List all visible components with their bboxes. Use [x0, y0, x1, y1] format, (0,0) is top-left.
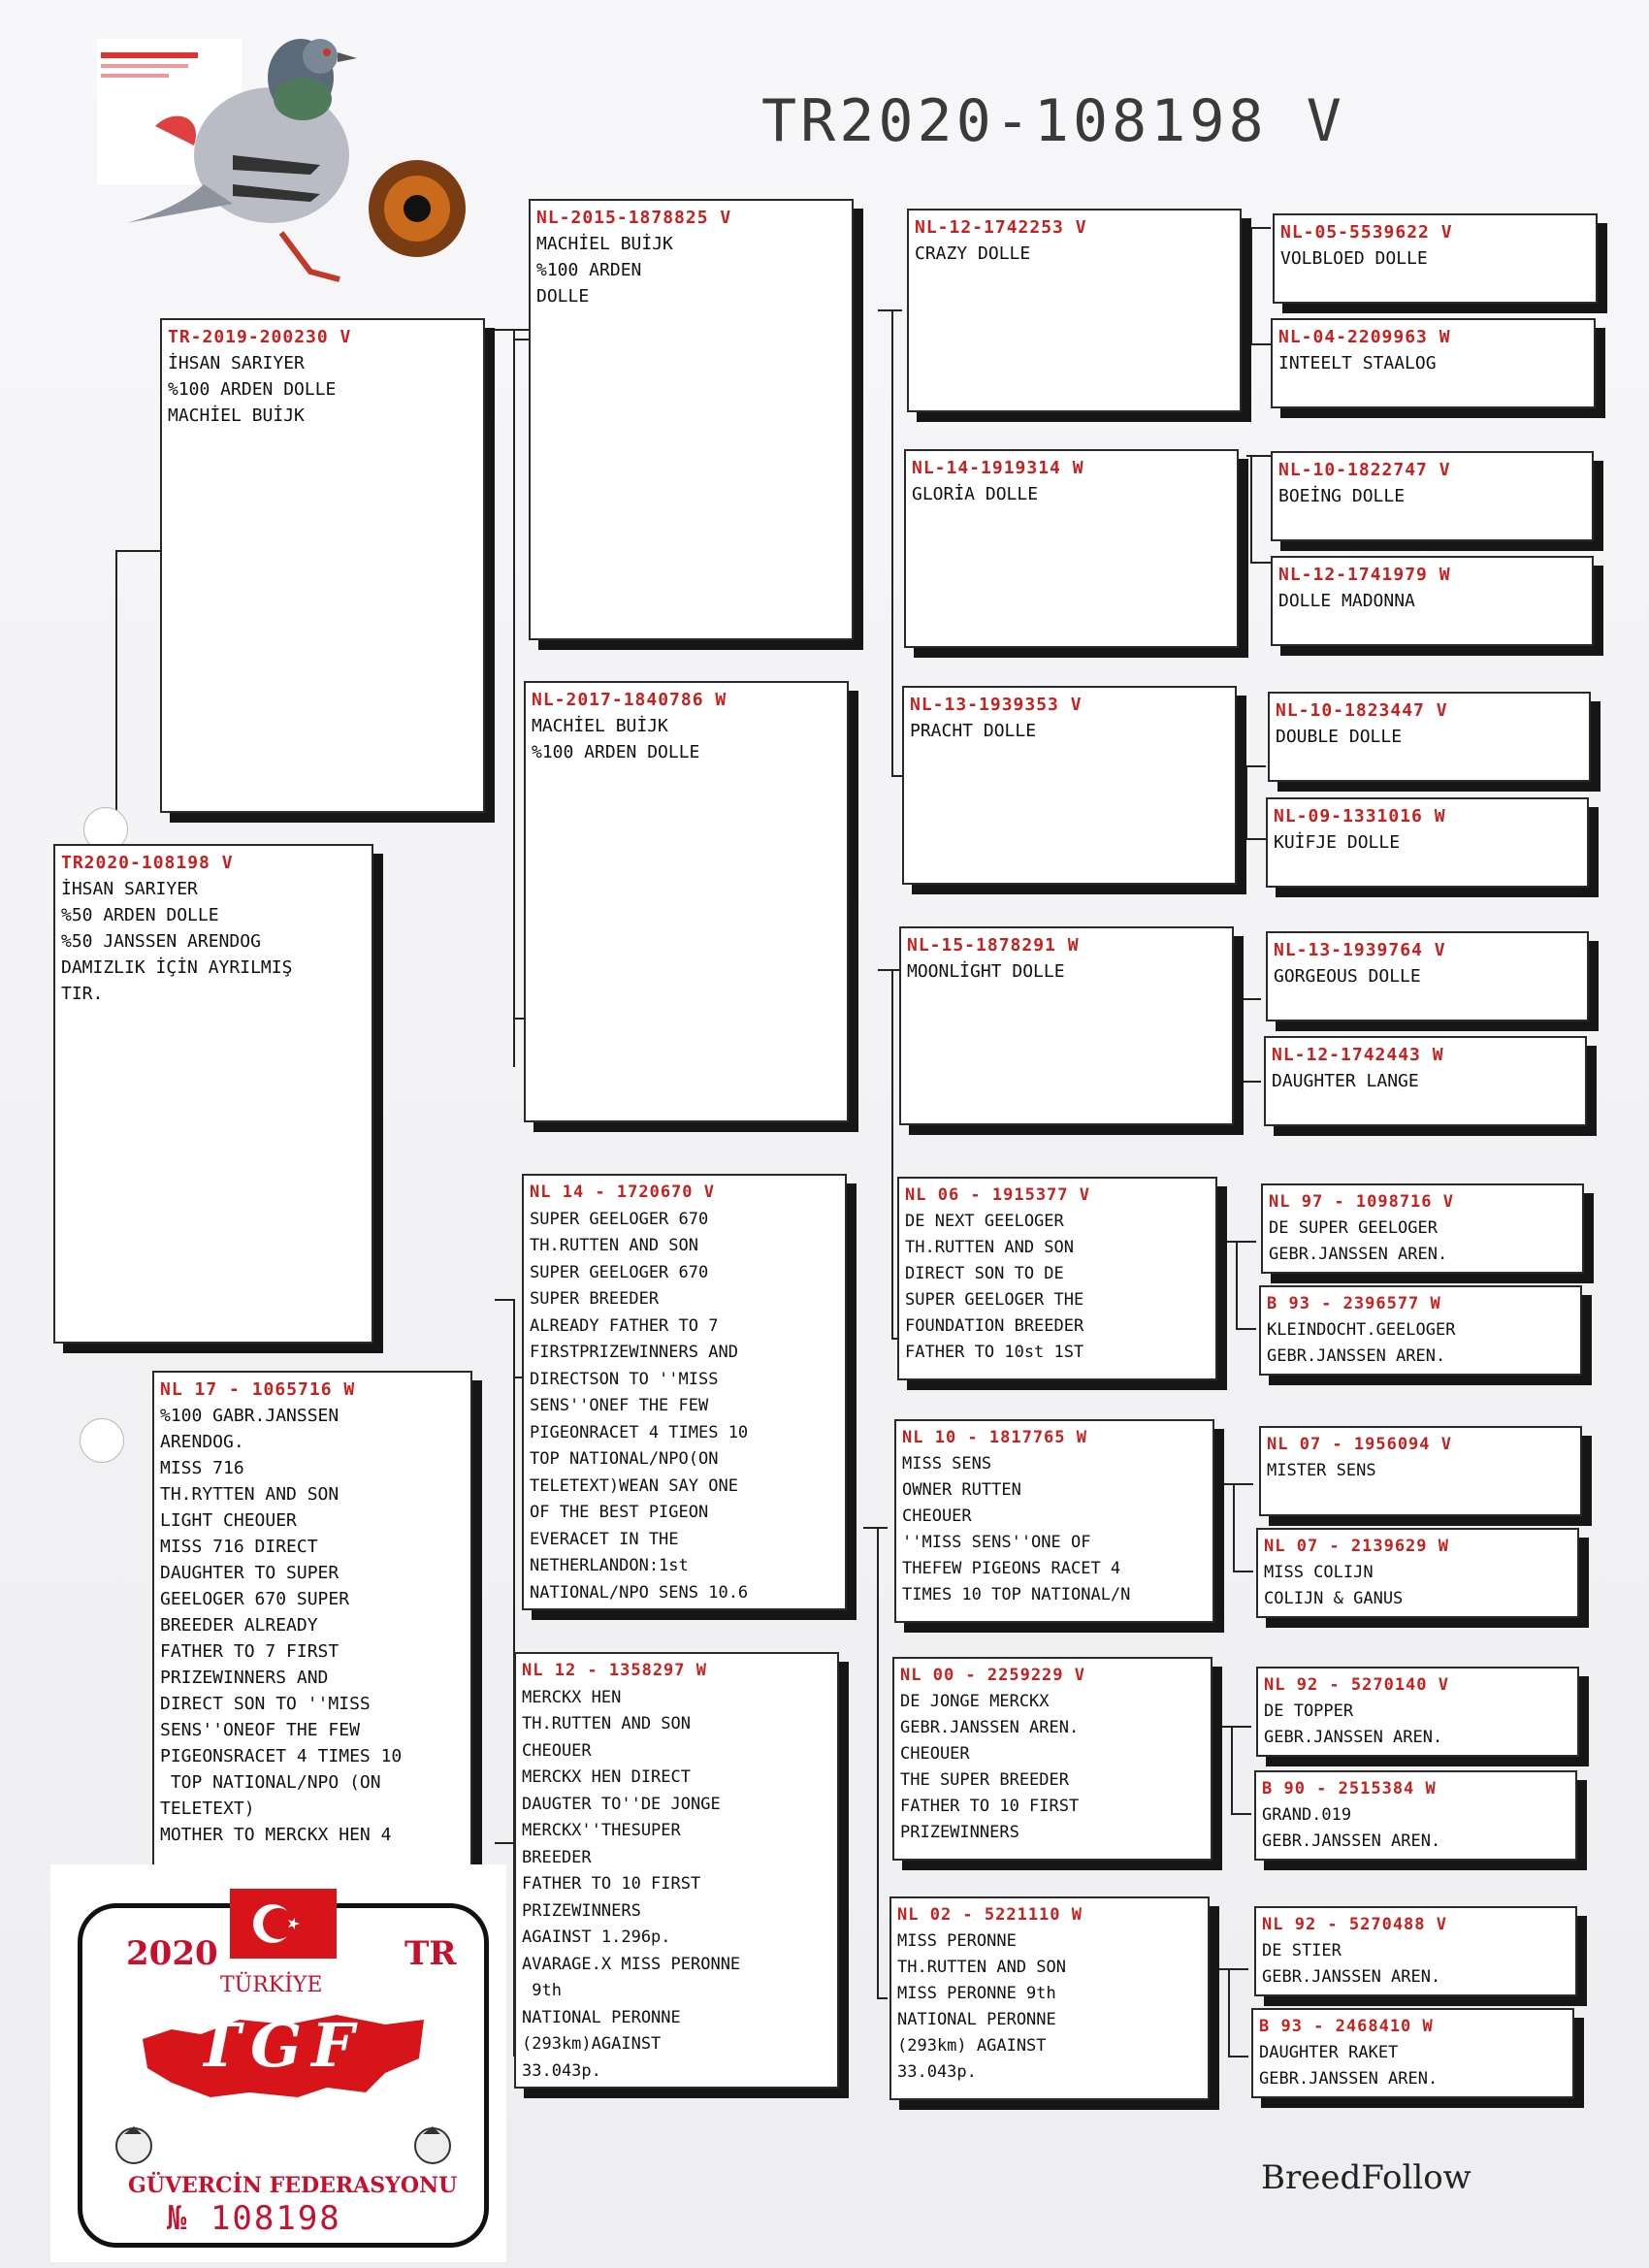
info-line: TELETEXT)WEAN SAY ONE — [530, 1475, 738, 1496]
ancestor-card — [1259, 1285, 1582, 1376]
info-line: GEBR.JANSSEN AREN. — [1262, 1831, 1441, 1851]
ring-number: NL 17 - 1065716 W — [160, 1379, 356, 1400]
ring-number: NL-12-1742253 V — [915, 217, 1087, 238]
ring-number: TR-2019-200230 V — [168, 327, 352, 347]
subject-card — [53, 844, 373, 1344]
info-line: FATHER TO 10 FIRST — [522, 1874, 701, 1894]
ancestor-card — [1251, 2008, 1574, 2098]
ring-number: B 93 - 2396577 W — [1267, 1294, 1441, 1313]
info-line: AVARAGE.X MISS PERONNE — [522, 1954, 741, 1974]
info-line: NATIONAL PERONNE — [522, 2007, 681, 2027]
info-line: THEFEW PIGEONS RACET 4 — [902, 1559, 1121, 1578]
info-line: DAUGHTER LANGE — [1272, 1071, 1419, 1091]
info-line: GEBR.JANSSEN AREN. — [1269, 1245, 1448, 1264]
info-line: DE STIER — [1262, 1941, 1342, 1960]
info-line: %100 GABR.JANSSEN — [160, 1406, 340, 1426]
ring-number: NL 00 - 2259229 V — [900, 1666, 1085, 1685]
info-line: COLIJN & GANUS — [1264, 1589, 1404, 1608]
dam-card — [152, 1371, 472, 1875]
info-line: PRIZEWINNERS — [900, 1823, 1019, 1842]
info-line: %100 ARDEN DOLLE — [532, 742, 700, 762]
pigeon-globe-icon — [409, 2119, 456, 2165]
info-line: PIGEONRACET 4 TIMES 10 — [530, 1422, 749, 1442]
info-line: FATHER TO 7 FIRST — [160, 1641, 340, 1662]
info-line: CHEOUER — [902, 1507, 972, 1526]
ancestor-card — [1264, 1036, 1587, 1126]
ancestor-card — [1254, 1770, 1577, 1861]
info-line: TELETEXT) — [160, 1798, 255, 1819]
info-line: BREEDER ALREADY — [160, 1615, 318, 1636]
info-line: GEBR.JANSSEN AREN. — [1264, 1728, 1443, 1747]
info-line: 9th — [522, 1981, 562, 2000]
info-line: GORGEOUS DOLLE — [1274, 966, 1421, 987]
info-line: MISS COLIJN — [1264, 1563, 1374, 1582]
info-line: SUPER BREEDER — [530, 1289, 660, 1309]
ring-number: NL-04-2209963 W — [1278, 327, 1451, 347]
badge-federation: GÜVERCİN FEDERASYONU — [128, 2173, 458, 2198]
ancestor-card — [1256, 1667, 1579, 1757]
info-line: DIRECTSON TO ''MISS — [530, 1369, 719, 1389]
info-line: KUİFJE DOLLE — [1274, 832, 1401, 853]
sire-dam-card — [524, 681, 849, 1122]
info-line: EVERACET IN THE — [530, 1529, 679, 1549]
info-line: %50 JANSSEN ARENDOG — [61, 931, 261, 952]
ancestor-card — [889, 1896, 1210, 2100]
brand-logo: BreedFollow — [1261, 2158, 1471, 2197]
sire-card — [160, 318, 485, 813]
info-line: PIGEONSRACET 4 TIMES 10 — [160, 1746, 403, 1766]
ancestor-card — [907, 209, 1242, 412]
info-line: DE TOPPER — [1264, 1701, 1354, 1721]
ring-number: NL-2017-1840786 W — [532, 690, 728, 710]
ring-number: NL-2015-1878825 V — [536, 208, 732, 228]
info-line: FOUNDATION BREEDER — [905, 1316, 1084, 1336]
ring-number: NL 92 - 5270140 V — [1264, 1675, 1449, 1695]
ancestor-card — [902, 686, 1237, 885]
info-line: TOP NATIONAL/NPO (ON — [160, 1772, 381, 1793]
info-line: TH.RUTTEN AND SON — [897, 1958, 1066, 1977]
sire-sire-card — [529, 199, 854, 640]
tgf-ring-badge — [50, 1864, 506, 2262]
ring-number: NL 07 - 1956094 V — [1267, 1435, 1452, 1454]
ring-number: NL 14 - 1720670 V — [530, 1183, 715, 1202]
info-line: ALREADY FATHER TO 7 — [530, 1315, 719, 1336]
ring-number: NL 06 - 1915377 V — [905, 1185, 1090, 1205]
ring-number: NL-14-1919314 W — [912, 458, 1084, 478]
info-line: DE JONGE MERCKX — [900, 1692, 1050, 1711]
ancestor-card — [899, 926, 1234, 1125]
info-line: CHEOUER — [522, 1740, 592, 1761]
badge-year: 2020 — [126, 1934, 218, 1973]
ring-number: NL 92 - 5270488 V — [1262, 1915, 1447, 1934]
info-line: MISS 716 — [160, 1458, 244, 1478]
info-line: SENS''ONEOF THE FEW — [160, 1720, 360, 1740]
info-line: MISS 716 DIRECT — [160, 1537, 318, 1557]
info-line: GLORİA DOLLE — [912, 484, 1039, 504]
ring-number: NL-10-1823447 V — [1276, 700, 1448, 721]
info-line: DE NEXT GEELOGER — [905, 1212, 1064, 1231]
info-line: NATIONAL/NPO SENS 10.6 — [530, 1582, 749, 1603]
ring-number: NL-10-1822747 V — [1278, 460, 1451, 480]
ancestor-card — [892, 1657, 1212, 1861]
info-line: ''MISS SENS''ONE OF — [902, 1533, 1091, 1552]
info-line: GEBR.JANSSEN AREN. — [1259, 2069, 1439, 2089]
badge-country: TÜRKİYE — [220, 1973, 323, 1997]
info-line: TH.RUTTEN AND SON — [530, 1236, 698, 1255]
ring-number: B 93 - 2468410 W — [1259, 2017, 1434, 2036]
info-line: TH.RYTTEN AND SON — [160, 1484, 340, 1505]
info-line: İHSAN SARIYER — [61, 879, 198, 899]
info-line: PRIZEWINNERS AND — [160, 1668, 329, 1688]
ring-number: NL-15-1878291 W — [907, 935, 1080, 956]
info-line: SENS''ONEF THE FEW — [530, 1396, 709, 1415]
dam-dam-card — [514, 1652, 839, 2089]
page-title: TR2020-108198 V — [761, 87, 1345, 155]
info-line: CHEOUER — [900, 1744, 970, 1764]
ancestor-card — [1271, 451, 1594, 541]
info-line: (293km) AGAINST — [897, 2036, 1047, 2056]
badge-org: TGF — [196, 2010, 365, 2081]
info-line: DIRECT SON TO ''MISS — [160, 1694, 371, 1714]
ring-number: TR2020-108198 V — [61, 853, 234, 873]
info-line: MOONLİGHT DOLLE — [907, 961, 1065, 982]
info-line: MACHİEL BUİJK — [536, 234, 673, 254]
dam-sire-card — [522, 1174, 847, 1610]
info-line: DAUGTER TO''DE JONGE — [522, 1794, 721, 1814]
pigeon-globe-icon — [111, 2119, 157, 2165]
info-line: MERCKX HEN DIRECT — [522, 1767, 691, 1787]
ring-number: NL-05-5539622 V — [1280, 222, 1453, 243]
info-line: MACHİEL BUİJK — [532, 716, 668, 736]
info-line: PRIZEWINNERS — [522, 1900, 641, 1921]
badge-number: № 108198 — [167, 2199, 341, 2238]
info-line: %100 ARDEN DOLLE — [168, 379, 337, 400]
info-line: THE SUPER BREEDER — [900, 1770, 1069, 1790]
turkish-flag-icon — [230, 1889, 337, 1959]
info-line: TIMES 10 TOP NATIONAL/N — [902, 1585, 1131, 1604]
info-line: MISS PERONNE — [897, 1931, 1017, 1951]
ring-number: NL 02 - 5221110 W — [897, 1905, 1083, 1925]
info-line: SUPER GEELOGER THE — [905, 1290, 1084, 1310]
info-line: FATHER TO 10st 1ST — [905, 1343, 1084, 1362]
info-line: ARENDOG. — [160, 1432, 244, 1452]
info-line: MISTER SENS — [1267, 1461, 1376, 1480]
info-line: DIRECT SON TO DE — [905, 1264, 1064, 1283]
ancestor-card — [894, 1419, 1214, 1623]
info-line: MERCKX HEN — [522, 1687, 622, 1707]
badge-country-code: TR — [404, 1934, 457, 1973]
ancestor-card — [897, 1177, 1217, 1380]
ring-number: B 90 - 2515384 W — [1262, 1779, 1437, 1798]
info-line: NATIONAL PERONNE — [897, 2010, 1056, 2029]
ancestor-card — [1266, 797, 1589, 888]
ancestor-card — [1261, 1183, 1584, 1274]
info-line: SUPER GEELOGER 670 — [530, 1209, 709, 1229]
info-line: AGAINST 1.296p. — [522, 1928, 671, 1947]
info-line: MACHİEL BUİJK — [168, 405, 305, 426]
info-line: GEBR.JANSSEN AREN. — [1267, 1346, 1446, 1366]
ancestor-card — [1256, 1528, 1579, 1618]
info-line: TOP NATIONAL/NPO(ON — [530, 1449, 719, 1469]
ancestor-card — [904, 449, 1239, 648]
ancestor-card — [1273, 213, 1598, 304]
info-line: DOUBLE DOLLE — [1276, 727, 1403, 747]
info-line: LIGHT CHEOUER — [160, 1510, 297, 1531]
info-line: İHSAN SARIYER — [168, 353, 305, 373]
info-line: DOLLE — [536, 286, 590, 307]
info-line: DAMIZLIK İÇİN AYRILMIŞ — [61, 957, 293, 978]
info-line: PRACHT DOLLE — [910, 721, 1037, 741]
info-line: 33.043p. — [897, 2062, 977, 2082]
info-line: MOTHER TO MERCKX HEN 4 — [160, 1825, 392, 1845]
info-line: OWNER RUTTEN — [902, 1480, 1021, 1500]
info-line: FIRSTPRIZEWINNERS AND — [530, 1343, 738, 1362]
ring-number: NL-09-1331016 W — [1274, 806, 1446, 826]
info-line: %50 ARDEN DOLLE — [61, 905, 219, 925]
info-line: OF THE BEST PIGEON — [530, 1503, 709, 1522]
info-line: TH.RUTTEN AND SON — [905, 1238, 1074, 1257]
info-line: NETHERLANDON:1st — [530, 1556, 689, 1575]
ring-number: NL 97 - 1098716 V — [1269, 1192, 1454, 1212]
info-line: KLEINDOCHT.GEELOGER — [1267, 1320, 1456, 1340]
info-line: DE SUPER GEELOGER — [1269, 1218, 1438, 1238]
ring-number: NL 12 - 1358297 W — [522, 1661, 707, 1680]
ancestor-card — [1271, 318, 1596, 408]
ancestor-card — [1259, 1426, 1582, 1516]
ancestor-card — [1254, 1906, 1577, 1996]
info-line: GEELOGER 670 SUPER — [160, 1589, 350, 1609]
info-line: 33.043p. — [522, 2060, 601, 2081]
ring-number: NL 07 - 2139629 W — [1264, 1537, 1449, 1556]
info-line: GRAND.019 — [1262, 1805, 1352, 1825]
info-line: BREEDER — [522, 1847, 592, 1867]
ancestor-card — [1268, 692, 1591, 782]
info-line: SUPER GEELOGER 670 — [530, 1262, 709, 1282]
info-line: %100 ARDEN — [536, 260, 642, 280]
info-line: BOEİNG DOLLE — [1278, 486, 1406, 506]
ring-number: NL-12-1741979 W — [1278, 565, 1451, 585]
info-line: (293km)AGAINST — [522, 2034, 662, 2054]
info-line: TH.RUTTEN AND SON — [522, 1714, 691, 1733]
info-line: GEBR.JANSSEN AREN. — [900, 1718, 1080, 1737]
ring-number: NL 10 - 1817765 W — [902, 1428, 1087, 1447]
info-line: MISS PERONNE 9th — [897, 1984, 1056, 2003]
info-line: FATHER TO 10 FIRST — [900, 1797, 1080, 1816]
ring-number: NL-12-1742443 W — [1272, 1045, 1444, 1065]
info-line: MISS SENS — [902, 1454, 992, 1474]
ancestor-card — [1271, 556, 1594, 646]
punch-hole — [80, 1418, 124, 1463]
info-line: DOLLE MADONNA — [1278, 591, 1415, 611]
info-line: CRAZY DOLLE — [915, 243, 1031, 264]
info-line: INTEELT STAALOG — [1278, 353, 1437, 373]
info-line: VOLBLOED DOLLE — [1280, 248, 1428, 269]
ring-number: NL-13-1939353 V — [910, 695, 1083, 715]
info-line: MERCKX''THESUPER — [522, 1821, 681, 1840]
ancestor-card — [1266, 931, 1589, 1021]
info-line: TIR. — [61, 984, 104, 1004]
info-line: DAUGHTER RAKET — [1259, 2043, 1399, 2062]
ring-number: NL-13-1939764 V — [1274, 940, 1446, 960]
info-line: DAUGHTER TO SUPER — [160, 1563, 340, 1583]
info-line: GEBR.JANSSEN AREN. — [1262, 1967, 1441, 1987]
